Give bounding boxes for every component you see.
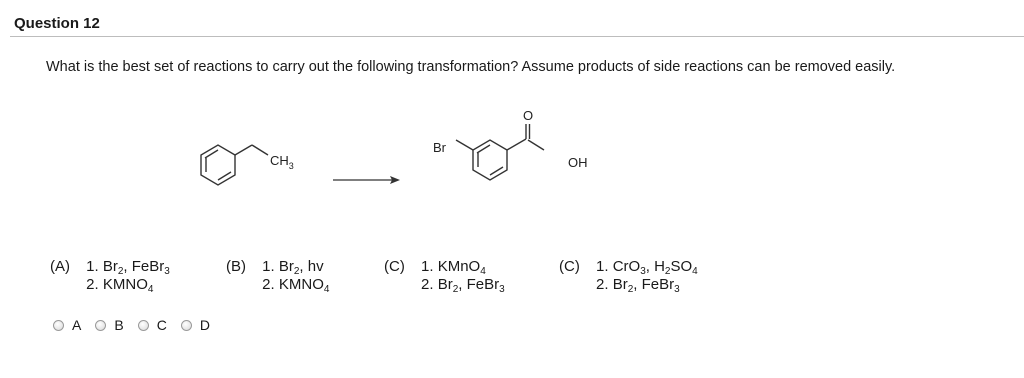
product-hydroxyl-label: OH bbox=[568, 155, 588, 170]
reagent-formula: $KMNO_4$ bbox=[278, 276, 330, 295]
choice-label: D bbox=[199, 317, 210, 333]
product-bromo-label: Br bbox=[433, 140, 446, 155]
reagent-formula: $Br_2$, FeBr$_3$ bbox=[612, 276, 680, 295]
option-step-2: 2. $Br_2$, FeBr$_3$ bbox=[421, 276, 505, 295]
choice-label: C bbox=[156, 317, 167, 333]
choice-d[interactable] bbox=[181, 317, 210, 333]
product-bromobenzoic-acid bbox=[456, 124, 544, 180]
reagent-formula: $KMNO_4$ bbox=[102, 276, 154, 295]
question-prompt: What is the best set of reactions to carry out the following transformation? Assume products of side reactions can be removed easily. bbox=[46, 59, 896, 75]
option-letter: (A) bbox=[50, 258, 70, 275]
reaction-arrow bbox=[333, 176, 400, 184]
reagent-formula: KMnO$_4$ bbox=[437, 258, 486, 277]
choice-b[interactable] bbox=[95, 317, 123, 333]
option-step-1: 1. $Br_2$, FeBr$_3$ bbox=[86, 258, 170, 277]
reaction-scheme bbox=[150, 100, 610, 210]
radio-button[interactable] bbox=[138, 320, 149, 331]
option-step-1: 1. $Br_2$, hv bbox=[262, 258, 324, 277]
option-step-1: 1. CrO$_3$, $H_2SO_4$ bbox=[596, 258, 698, 277]
option-d bbox=[559, 258, 698, 294]
reactant-toluene bbox=[201, 145, 268, 185]
product-carboxyl-bond bbox=[507, 139, 526, 150]
option-a bbox=[50, 258, 170, 294]
reagent-formula: $Br_2$, hv bbox=[278, 258, 324, 277]
radio-button[interactable] bbox=[53, 320, 64, 331]
answer-choices bbox=[53, 317, 224, 333]
reagent-formula: $Br_2$, FeBr$_3$ bbox=[102, 258, 170, 277]
choice-a[interactable] bbox=[53, 317, 81, 333]
reagent-formula: $Br_2$, FeBr$_3$ bbox=[437, 276, 505, 295]
radio-button[interactable] bbox=[95, 320, 106, 331]
reagent-formula: CrO$_3$, $H_2SO_4$ bbox=[612, 258, 698, 277]
option-b bbox=[226, 258, 329, 294]
choice-label: A bbox=[72, 317, 82, 333]
choice-label: B bbox=[114, 317, 124, 333]
option-letter: (B) bbox=[226, 258, 246, 275]
title-divider bbox=[10, 36, 1024, 37]
option-letter: (C) bbox=[384, 258, 405, 275]
product-bromo-bond bbox=[456, 140, 473, 150]
reactant-methyl-bond bbox=[235, 145, 252, 155]
option-letter: (C) bbox=[559, 258, 580, 275]
option-c bbox=[384, 258, 505, 294]
choice-c[interactable] bbox=[138, 317, 167, 333]
option-step-2: 2. $KMNO_4$ bbox=[262, 276, 330, 295]
reactant-methyl-label: $CH_3$ bbox=[270, 153, 294, 171]
option-step-2: 2. $Br_2$, FeBr$_3$ bbox=[596, 276, 680, 295]
option-step-2: 2. $KMNO_4$ bbox=[86, 276, 154, 295]
option-step-1: 1. KMnO$_4$ bbox=[421, 258, 486, 277]
product-carbonyl-oxygen: O bbox=[523, 108, 534, 123]
radio-button[interactable] bbox=[181, 320, 192, 331]
question-title: Question 12 bbox=[14, 15, 100, 32]
